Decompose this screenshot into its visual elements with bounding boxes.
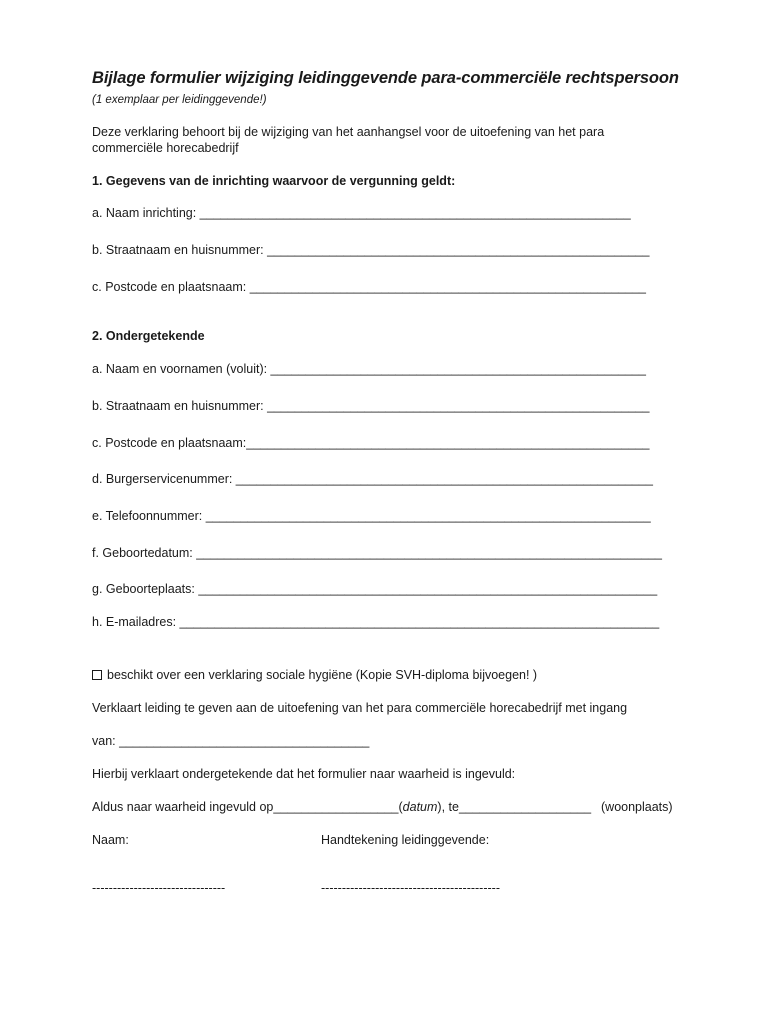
page-subtitle: (1 exemplaar per leidinggevende!): [92, 94, 267, 106]
field-telefoonnummer[interactable]: e. Telefoonnummer: ________________________________________________________________: [92, 509, 651, 523]
signed-date-label: datum: [402, 800, 438, 814]
intro-text-line-2: commerciële horecabedrijf: [92, 141, 239, 155]
field-postcode[interactable]: c. Postcode en plaatsnaam:__________________________________________________________: [92, 436, 650, 450]
declaration-line: Verklaart leiding te geven aan de uitoefening van het para commerciële horecabedrijf met ingang: [92, 701, 628, 715]
signed-prefix: Aldus naar waarheid ingevuld op__________________(: [92, 800, 403, 814]
intro-text-line-1: Deze verklaring behoort bij de wijziging van het aanhangsel voor de uitoefening van het para: [92, 125, 605, 139]
field-geboorteplaats[interactable]: g. Geboorteplaats: __________________________________________________________________: [92, 582, 658, 596]
svh-checkbox-label: beschikt over een verklaring sociale hygiëne (Kopie SVH-diploma bijvoegen! ): [107, 668, 538, 682]
signed-date-place-line[interactable]: [92, 800, 591, 815]
svh-checkbox-row[interactable]: [92, 668, 537, 683]
field-geboortedatum[interactable]: f. Geboortedatum: ___________________________________________________________________: [92, 546, 663, 560]
name-signature-line[interactable]: --------------------------------: [92, 881, 226, 895]
field-burgerservicenummer[interactable]: d. Burgerservicenummer: ____________________________________________________________: [92, 472, 653, 486]
field-naam-inrichting[interactable]: a. Naam inrichting: ______________________________________________________________: [92, 206, 631, 220]
svh-checkbox[interactable]: [92, 670, 102, 680]
section-1-heading: 1. Gegevens van de inrichting waarvoor de vergunning geldt:: [92, 174, 456, 188]
name-label: Naam:: [92, 833, 129, 847]
leidinggevende-signature-line[interactable]: -------------------------------------------: [321, 881, 500, 895]
field-naam-voornamen[interactable]: a. Naam en voornamen (voluit): ______________________________________________________: [92, 362, 646, 376]
field-postcode-inrichting[interactable]: c. Postcode en plaatsnaam: _________________________________________________________: [92, 280, 646, 294]
field-straatnaam[interactable]: b. Straatnaam en huisnummer: _______________________________________________________: [92, 399, 650, 413]
field-straatnaam-inrichting[interactable]: b. Straatnaam en huisnummer: _______________________________________________________: [92, 243, 650, 257]
section-2-heading: 2. Ondergetekende: [92, 329, 205, 343]
page-title: Bijlage formulier wijziging leidinggevende para-commerciële rechtspersoon: [92, 69, 679, 87]
signed-place-label: (woonplaats): [601, 800, 673, 814]
signed-mid: ), te___________________: [437, 800, 592, 814]
signature-label: Handtekening leidinggevende:: [321, 833, 490, 847]
field-ingangsdatum[interactable]: van: ____________________________________: [92, 734, 370, 748]
truth-statement: Hierbij verklaart ondergetekende dat het formulier naar waarheid is ingevuld:: [92, 767, 516, 781]
field-emailadres[interactable]: h. E-mailadres: _____________________________________________________________________: [92, 615, 660, 629]
